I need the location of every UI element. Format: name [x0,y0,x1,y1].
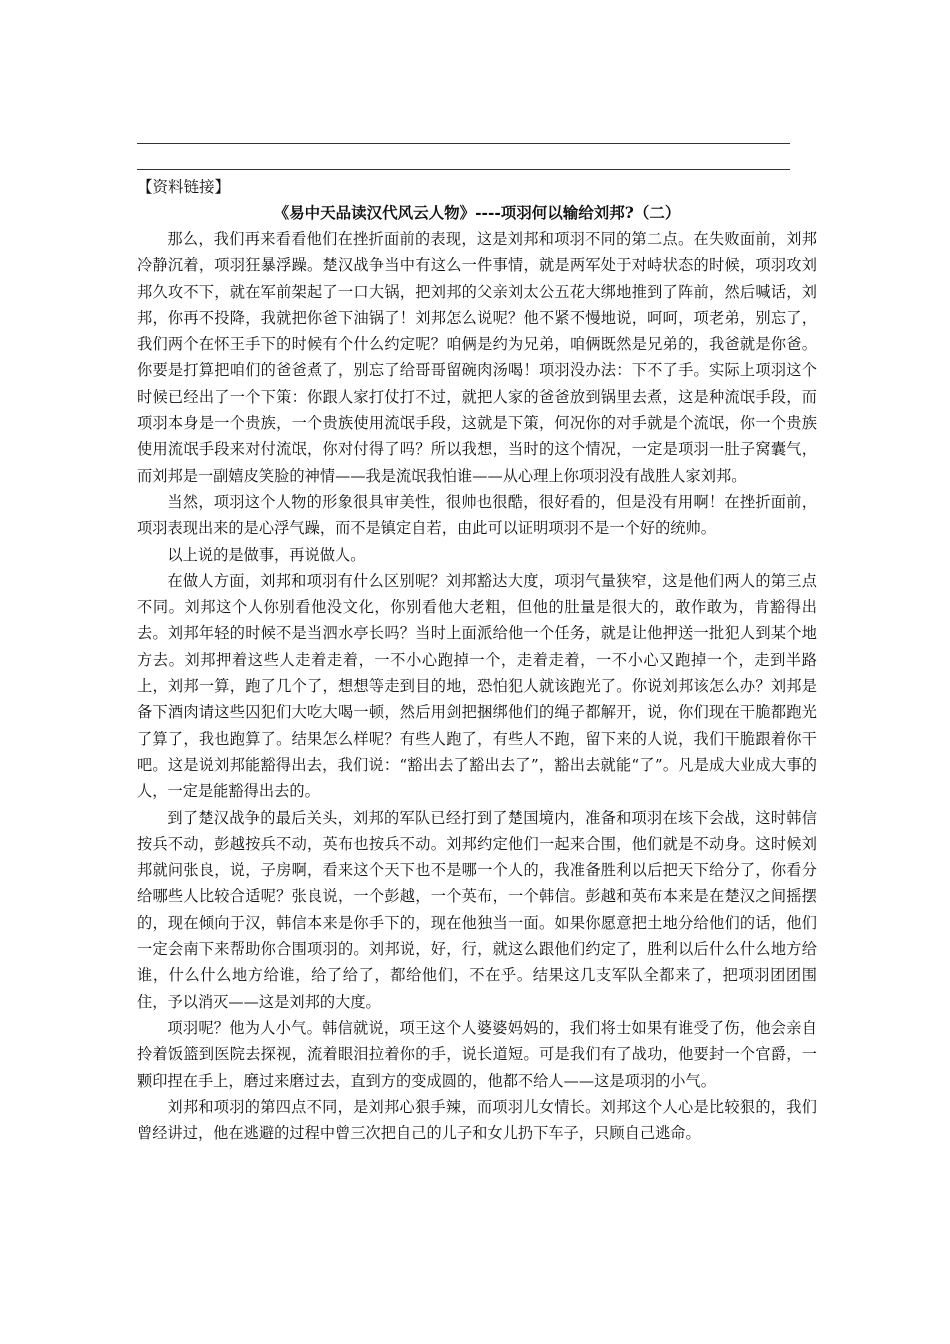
paragraph-7: 刘邦和项羽的第四点不同，是刘邦心狠手辣，而项羽儿女情长。刘邦这个人心是比较狠的，我们曾经讲过，他在逃避的过程中曾三次把自己的儿子和女儿扔下车子，只顾自己逃命。 [137,1097,817,1143]
paragraph-3: 以上说的是做事，再说做人。 [167,545,366,564]
article-title: 《易中天品读汉代风云人物》----项羽何以输给刘邦?（二） [273,203,681,222]
section-label: 【资料链接】 [137,178,231,196]
paragraph-1: 那么，我们再来看看他们在挫折面前的表现，这是刘邦和项羽不同的第二点。在失败面前，刘邦冷静沉着，项羽狂暴浮躁。楚汉战争当中有这么一件事情，就是两军处于对峙状态的时候，项羽攻刘邦久攻不下，就在军前架起了一口大锅，把刘邦的父亲刘太公五花大绑地推到了阵前，然后喊话，刘邦，你再不投降，我就把你爸下油锅了！刘邦怎么说呢？他不紧不慢地说，呵呵，项老弟，别忘了，我们两个在怀王手下的时候有个什么约定呢？咱俩是约为兄弟，咱俩既然是兄弟的，我爸就是你爸。你要是打算把咱们的爸爸煮了，别忘了给哥哥留碗肉汤喝！项羽没办法：下不了手。实际上项羽这个时候已经出了一个下策：你跟人家打仗打不过，就把人家的爸爸放到锅里去煮，这是种流氓手段，而项羽本身是一个贵族，一个贵族使用流氓手段，这就是下策，何况你的对手就是个流氓，你一个贵族使用流氓手段来对付流氓，你对付得了吗？所以我想，当时的这个情况，一定是项羽一肚子窝囊气，而刘邦是一副嬉皮笑脸的神情——我是流氓我怕谁——从心理上你项羽没有战胜人家刘邦。 [137,230,817,485]
paragraph-6: 项羽呢？他为人小气。韩信就说，项王这个人婆婆妈妈的，我们将士如果有谁受了伤，他会亲自拎着饭篮到医院去探视，流着眼泪拉着你的手，说长道短。可是我们有了战功，他要封一个官爵，一颗印捏在手上，磨过来磨过去，直到方的变成圆的，他都不给人——这是项羽的小气。 [137,1018,817,1090]
paragraph-4: 在做人方面，刘邦和项羽有什么区别呢？刘邦豁达大度，项羽气量狭窄，这是他们两人的第三点不同。刘邦这个人你别看他没文化，你别看他大老粗，但他的肚量是很大的，敢作敢为，肯豁得出去。刘邦年轻的时候不是当泗水亭长吗？当时上面派给他一个任务，就是让他押送一批犯人到某个地方去。刘邦押着这些人走着走着，一不小心跑掉一个，走着走着，一不小心又跑掉一个，走到半路上，刘邦一算，跑了几个了，想想等走到目的地，恐怕犯人就该跑光了。你说刘邦该怎么办？刘邦是备下酒肉请这些囚犯们大吃大喝一顿，然后用剑把捆绑他们的绳子都解开，说，你们现在干脆都跑光了算了，我也跑算了。结果怎么样呢？有些人跑了，有些人不跑，留下来的人说，我们干脆跟着你干吧。这是说刘邦能豁得出去，我们说：“豁出去了豁出去了”，豁出去就能“了”。凡是成大业成大事的人，一定是能豁得出去的。 [137,571,817,801]
answer-line-2 [137,169,790,170]
paragraph-2: 当然，项羽这个人物的形象很具审美性，很帅也很酷，很好看的，但是没有用啊！在挫折面前，项羽表现出来的是心浮气躁，而不是镇定自若，由此可以证明项羽不是一个好的统帅。 [137,492,817,538]
paragraph-5: 到了楚汉战争的最后关头，刘邦的军队已经打到了楚国境内，准备和项羽在垓下会战，这时韩信按兵不动，彭越按兵不动，英布也按兵不动。刘邦约定他们一起来合围，他们就是不动身。这时候刘邦就问张良，说，子房啊，看来这个天下也不是哪一个人的，我准备胜利以后把天下给分了，你看分给哪些人比较合适呢？张良说，一个彭越，一个英布，一个韩信。彭越和英布本来是在楚汉之间摇摆的，现在倾向于汉，韩信本来是你手下的，现在他独当一面。如果你愿意把土地分给他们的话，他们一定会南下来帮助你合围项羽的。刘邦说，好，行，就这么跟他们约定了，胜利以后什么什么地方给谁，什么什么地方给谁，给了给了，都给他们，不在乎。结果这几支军队全都来了，把项羽团团围住，予以消灭——这是刘邦的大度。 [137,808,817,1011]
answer-line-1 [137,143,790,144]
document-content [137,174,817,1146]
